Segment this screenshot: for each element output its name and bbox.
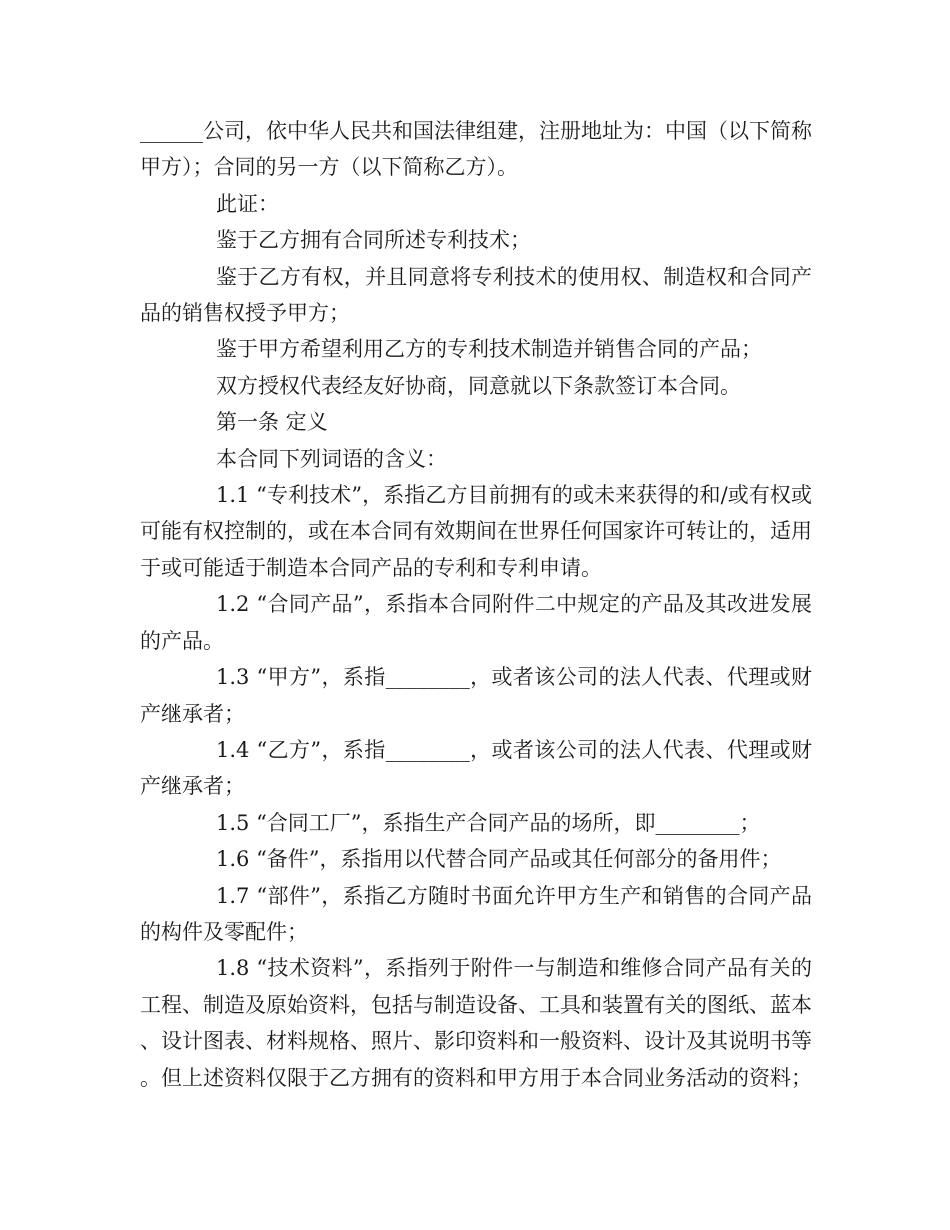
contract-body — [140, 113, 812, 1096]
paragraph-recital-4: 双方授权代表经友好协商，同意就以下条款签订本合同。 — [216, 373, 741, 398]
definition-1-4: 1.4 “乙方”，系指________，或者该公司的法人代表、代理或财产继承者； — [140, 737, 812, 799]
article-1-heading: 第一条 定义 — [216, 410, 328, 435]
paragraph-witness: 此证： — [216, 191, 279, 216]
definition-1-7: 1.7 “部件”，系指乙方随时书面允许甲方生产和销售的合同产品的构件及零配件； — [140, 883, 812, 944]
definition-1-3: 1.3 “甲方”，系指________，或者该公司的法人代表、代理或财产继承者； — [140, 665, 812, 726]
paragraph-party-intro: ______公司，依中华人民共和国法律组建，注册地址为：中国（以下简称甲方）；合同的另一方（以下简称乙方）。 — [140, 119, 812, 180]
definition-1-8: 1.8 “技术资料”，系指列于附件一与制造和维修合同产品有关的工程、制造及原始资料，包括与制造设备、工具和装置有关的图纸、蓝本、设计图表、材料规格、照片、影印资料和一般资料、设计及其说明书等。但上述资料仅限于乙方拥有的资料和甲方用于本合同业务活动的资料； — [140, 956, 812, 1090]
paragraph-recital-1: 鉴于乙方拥有合同所述专利技术； — [216, 228, 531, 253]
definition-1-6: 1.6 “备件”，系指用以代替合同产品或其任何部分的备用件； — [216, 847, 782, 872]
definition-1-2: 1.2 “合同产品”，系指本合同附件二中规定的产品及其改进发展的产品。 — [140, 592, 812, 653]
definition-1-5: 1.5 “合同工厂”，系指生产合同产品的场所，即________； — [216, 810, 761, 835]
definitions-intro: 本合同下列词语的含义： — [216, 446, 447, 471]
definition-1-1: 1.1 “专利技术”，系指乙方目前拥有的或未来获得的和/或有权或可能有权控制的，或在本合同有效期间在世界任何国家许可转让的，适用于或可能适于制造本合同产品的专利和专利申请。 — [140, 483, 812, 580]
paragraph-recital-3: 鉴于甲方希望利用乙方的专利技术制造并销售合同的产品； — [216, 337, 762, 362]
paragraph-recital-2: 鉴于乙方有权，并且同意将专利技术的使用权、制造权和合同产品的销售权授予甲方； — [140, 264, 812, 326]
